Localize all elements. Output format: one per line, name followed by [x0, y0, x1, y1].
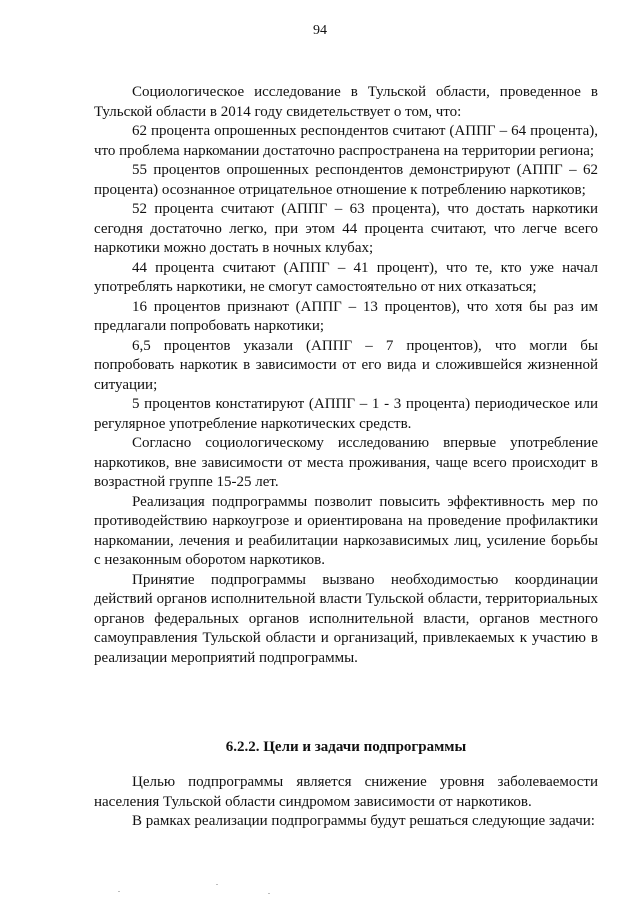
- paragraph-first-use-age: Согласно социологическому исследованию впервые употребление наркотиков, вне зависимости от места проживания, чаще всего происходит в возрастной группе 15-25 лет.: [94, 435, 598, 490]
- paragraph-stat-16: 16 процентов признают (АППГ – 13 процентов), что хотя бы раз им предлагали попробовать наркотики;: [94, 298, 598, 334]
- paragraph-program-effect: Реализация подпрограммы позволит повысить эффективность мер по противодействию наркоугрозе и ориентирована на проведение профилактики наркомании, лечения и реабилитации наркозависимых лиц, усиление борьбы с незаконным оборотом наркотиков.: [94, 493, 598, 568]
- paragraph-stat-5: 5 процентов констатируют (АППГ – 1 - 3 процента) периодическое или регулярное употребление наркотических средств.: [94, 396, 598, 432]
- paragraph-stat-52: 52 процента считают (АППГ – 63 процента), что достать наркотики сегодня достаточно легко, при этом 44 процента считают, что легче всего наркотики можно достать в ночных клубах;: [94, 201, 598, 256]
- section-body: [94, 773, 598, 832]
- paragraph-stat-62: 62 процента опрошенных респондентов считают (АППГ – 64 процента), что проблема наркомании достаточно распространена на территории региона;: [94, 123, 598, 159]
- paragraph-program-coordination: Принятие подпрограммы вызвано необходимостью координации действий органов исполнительной власти Тульской области, территориальных органов федеральных органов исполнительной власти, органов местного самоуправления Тульской области и организаций, привлекаемых к участию в реализации мероприятий подпрограммы.: [94, 571, 598, 666]
- page-number: 94: [313, 23, 327, 38]
- section-heading: 6.2.2. Цели и задачи подпрограммы: [225, 739, 467, 755]
- paragraph-tasks-intro: В рамках реализации подпрограммы будут решаться следующие задачи:: [132, 813, 595, 829]
- scan-speck: [216, 884, 218, 885]
- scan-speck: [118, 891, 120, 892]
- scan-speck: [268, 893, 270, 894]
- paragraph-stat-55: 55 процентов опрошенных респондентов демонстрируют (АППГ – 62 процента) осознанное отрицательное отношение к потреблению наркотиков;: [94, 162, 598, 198]
- paragraph-intro: Социологическое исследование в Тульской области, проведенное в Тульской области в 2014 году свидетельствует о том, что:: [94, 84, 598, 120]
- paragraph-stat-6-5: 6,5 процентов указали (АППГ – 7 процентов), что могли бы попробовать наркотик в зависимости от его вида и сложившейся жизненной ситуации;: [94, 337, 598, 393]
- paragraph-stat-44: 44 процента считают (АППГ – 41 процент), что те, кто уже начал употреблять наркотики, не смогут самостоятельно от них отказаться;: [94, 259, 598, 295]
- paragraph-goal: Целью подпрограммы является снижение уровня заболеваемости населения Тульской области синдромом зависимости от наркотиков.: [94, 774, 598, 810]
- document-body: [94, 83, 598, 668]
